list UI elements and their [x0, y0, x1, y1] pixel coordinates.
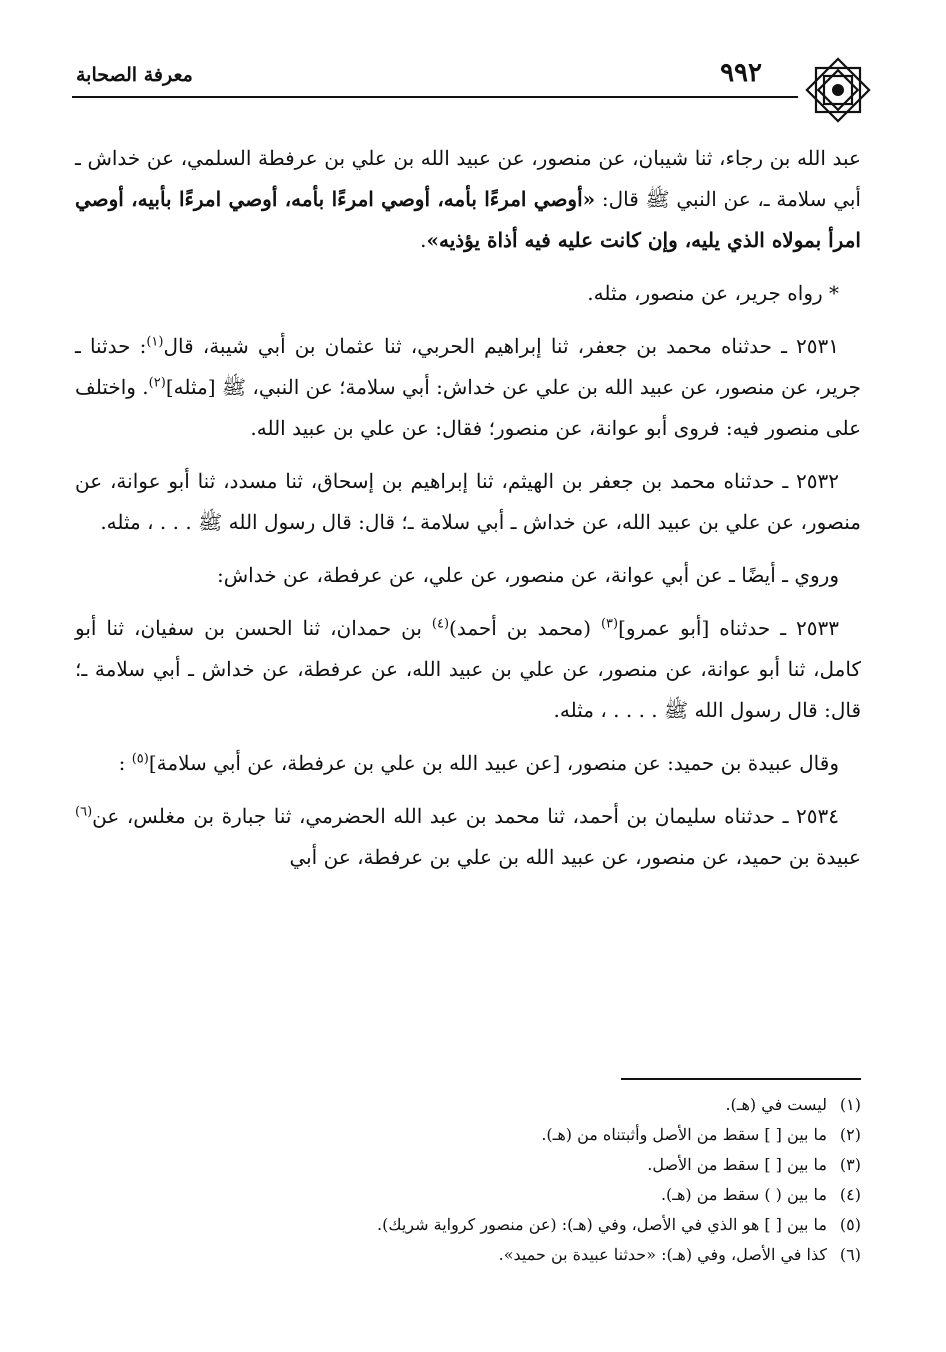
footnote-1: (١)ليست في (هـ).: [725, 1095, 861, 1114]
footnote-ref-4[interactable]: (٤): [431, 616, 450, 632]
main-text: [75, 138, 861, 890]
hadith-2533: ٢٥٣٣ ـ حدثناه [أبو عمرو]$^{(٣)}$ (محمد بن أحمد)$^{(٤)}$ بن حمدان، ثنا الحسن بن سفيان، ثنا أبو كامل، ثنا أبو عوانة، عن منصور، عن علي بن عبيد الله، عن عرفطة، عن خداش ـ أبي سلامة ـ؛ قال: قال رسول الله ﷺ . . . . ، مثله.: [75, 616, 861, 722]
footnote-ref-3[interactable]: (٣): [600, 616, 619, 632]
hadith-2534: ٢٥٣٤ ـ حدثناه سليمان بن أحمد، ثنا محمد بن عبد الله الحضرمي، ثنا جبارة بن مغلس، عن$^{(٦)}$ عبيدة بن حميد، عن منصور، عن عبيد الله بن علي بن عرفطة، عن أبي: [75, 804, 861, 869]
page-number: ٩٩٢: [720, 58, 762, 88]
footnote-4: (٤)ما بين ( ) سقط من (هـ).: [660, 1185, 861, 1204]
footnote-separator: [621, 1078, 861, 1080]
footnote-ref-5[interactable]: (٥): [131, 751, 149, 767]
octagram-ornament-icon: [804, 56, 872, 124]
footnotes: [75, 1090, 861, 1270]
hadith-2531: ٢٥٣١ ـ حدثناه محمد بن جعفر، ثنا إبراهيم الحربي، ثنا عثمان بن أبي شيبة، قال$^{(١)}$: حدثنا ـ جرير، عن منصور، عن عبيد الله بن علي عن خداش: أبي سلامة؛ عن النبي، ﷺ [مثله]$^{(٢)}$. واختلف على منصور فيه: فروى أبو عوانة، عن منصور؛ فقال: عن علي بن عبيد الله.: [75, 334, 861, 440]
paragraph-5: وروي ـ أيضًا ـ عن أبي عوانة، عن منصور، عن علي، عن عرفطة، عن خداش:: [217, 563, 839, 587]
book-title: معرفة الصحابة: [76, 64, 193, 86]
footnote-5: (٥)ما بين [ ] هو الذي في الأصل، وفي (هـ): (عن منصور كرواية شريك).: [377, 1215, 861, 1234]
paragraph-1: عبد الله بن رجاء، ثنا شيبان، عن منصور، عن عبيد الله بن علي بن عرفطة السلمي، عن خداش ـ أبي سلامة ـ، عن النبي ﷺ قال: «أوصي امرءًا بأمه، أوصي امرءًا بأمه، أوصي امرءًا بأبيه، أوصي امرأ بمولاه الذي يليه، وإن كانت عليه فيه أذاة يؤذيه».: [75, 146, 861, 252]
paragraph-2: * رواه جرير، عن منصور، مثله.: [587, 281, 839, 305]
footnote-2: (٢)ما بين [ ] سقط من الأصل وأثبتناه من (هـ).: [541, 1125, 861, 1144]
header-rule: [72, 96, 798, 98]
hadith-2532: ٢٥٣٢ ـ حدثناه محمد بن جعفر بن الهيثم، ثنا إبراهيم بن إسحاق، ثنا مسدد، ثنا أبو عوانة، عن منصور، عن علي بن عبيد الله، عن خداش ـ أبي سلامة ـ؛ قال: قال رسول الله ﷺ . . . ، مثله.: [75, 469, 861, 534]
footnote-ref-6[interactable]: (٦): [75, 804, 93, 820]
paragraph-7: وقال عبيدة بن حميد: عن منصور، [عن عبيد الله بن علي بن عرفطة، عن أبي سلامة]$^{(٥)}$ :: [118, 751, 839, 775]
footnote-6: (٦)كذا في الأصل، وفي (هـ): «حدثنا عبيدة بن حميد».: [498, 1245, 861, 1264]
hadith-quote: «أوصي امرءًا بأمه، أوصي امرءًا بأمه، أوصي امرءًا بأبيه، أوصي امرأ بمولاه الذي يليه، وإن كانت عليه فيه أذاة يؤذيه»: [75, 187, 861, 252]
page-header: [72, 52, 872, 96]
footnote-ref-2[interactable]: (٢): [148, 375, 166, 391]
footnote-ref-1[interactable]: (١): [146, 334, 164, 350]
footnote-3: (٣)ما بين [ ] سقط من الأصل.: [647, 1155, 861, 1174]
